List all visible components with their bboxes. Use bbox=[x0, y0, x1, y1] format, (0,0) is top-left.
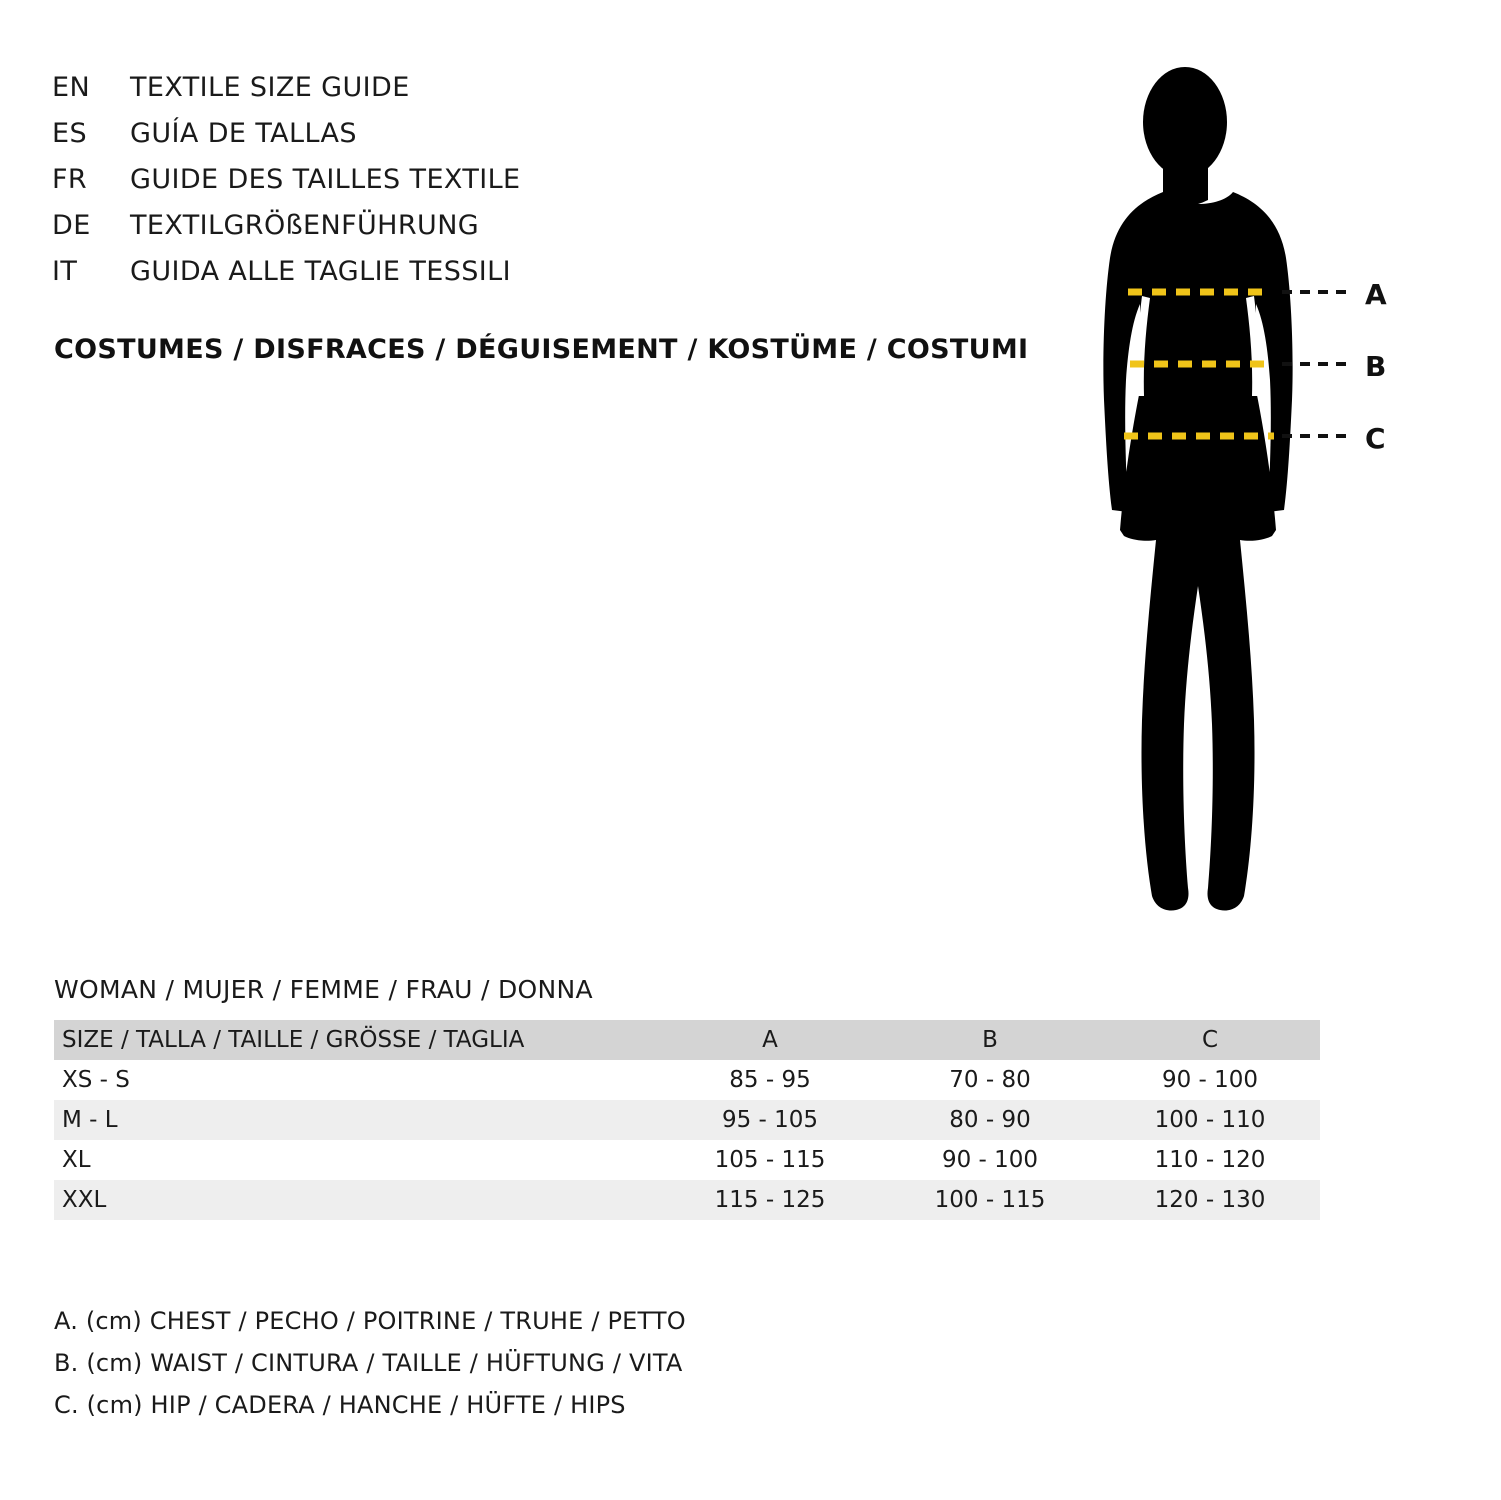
table-header-row bbox=[54, 1020, 1320, 1060]
measure-label-a: A bbox=[1365, 278, 1387, 311]
header-c: C bbox=[1201, 1027, 1219, 1053]
language-code-es: ES bbox=[52, 118, 87, 149]
cell-c: 90 - 100 bbox=[1161, 1067, 1259, 1093]
cell-b: 70 - 80 bbox=[949, 1067, 1031, 1093]
cell-a: 85 - 95 bbox=[729, 1067, 811, 1093]
language-text-en: TEXTILE SIZE GUIDE bbox=[130, 72, 410, 103]
cell-b: 80 - 90 bbox=[949, 1107, 1031, 1133]
table-row bbox=[54, 1100, 1320, 1140]
size-table-section bbox=[54, 975, 1374, 1220]
cell-a: 115 - 125 bbox=[714, 1187, 826, 1213]
figure-area bbox=[1020, 60, 1460, 940]
cell-size: XS - S bbox=[62, 1067, 130, 1093]
cell-c: 100 - 110 bbox=[1154, 1107, 1266, 1133]
language-code-en: EN bbox=[52, 72, 91, 103]
cell-b: 100 - 115 bbox=[934, 1187, 1046, 1213]
language-text-de: TEXTILGRÖßENFÜHRUNG bbox=[130, 210, 480, 241]
cell-b: 90 - 100 bbox=[941, 1147, 1039, 1173]
language-text-fr: GUIDE DES TAILLES TEXTILE bbox=[130, 164, 521, 195]
language-text-it: GUIDA ALLE TAGLIE TESSILI bbox=[130, 256, 511, 287]
header-size: SIZE / TALLA / TAILLE / GRÖSSE / TAGLIA bbox=[62, 1027, 525, 1053]
measurement-legend bbox=[54, 1300, 954, 1426]
language-code-fr: FR bbox=[52, 164, 88, 195]
cell-size: M - L bbox=[62, 1107, 118, 1133]
language-code-it: IT bbox=[52, 256, 78, 287]
language-text-es: GUÍA DE TALLAS bbox=[130, 118, 357, 149]
table-row bbox=[54, 1060, 1320, 1100]
measure-label-c: C bbox=[1365, 422, 1386, 455]
table-caption: WOMAN / MUJER / FEMME / FRAU / DONNA bbox=[54, 975, 593, 1004]
language-row-de bbox=[52, 210, 752, 256]
language-row-fr bbox=[52, 164, 752, 210]
legend-line-a: A. (cm) CHEST / PECHO / POITRINE / TRUHE / PETTO bbox=[54, 1307, 686, 1335]
legend-line-b: B. (cm) WAIST / CINTURA / TAILLE / HÜFTUNG / VITA bbox=[54, 1349, 683, 1377]
language-row-it bbox=[52, 256, 752, 302]
legend-line-c: C. (cm) HIP / CADERA / HANCHE / HÜFTE / HIPS bbox=[54, 1391, 626, 1419]
size-table bbox=[54, 1020, 1320, 1220]
cell-c: 120 - 130 bbox=[1154, 1187, 1266, 1213]
header-a: A bbox=[762, 1027, 778, 1053]
woman-silhouette-icon bbox=[1020, 60, 1460, 940]
cell-size: XL bbox=[62, 1147, 91, 1173]
language-row-en bbox=[52, 72, 752, 118]
language-code-de: DE bbox=[52, 210, 91, 241]
cell-a: 95 - 105 bbox=[721, 1107, 819, 1133]
language-list bbox=[52, 72, 752, 302]
cell-size: XXL bbox=[62, 1187, 107, 1213]
cell-a: 105 - 115 bbox=[714, 1147, 826, 1173]
table-row bbox=[54, 1140, 1320, 1180]
table-row bbox=[54, 1180, 1320, 1220]
language-row-es bbox=[52, 118, 752, 164]
cell-c: 110 - 120 bbox=[1154, 1147, 1266, 1173]
header-b: B bbox=[982, 1027, 998, 1053]
measure-label-b: B bbox=[1365, 350, 1387, 383]
category-line: COSTUMES / DISFRACES / DÉGUISEMENT / KOSTÜME / COSTUMI bbox=[54, 334, 1029, 365]
